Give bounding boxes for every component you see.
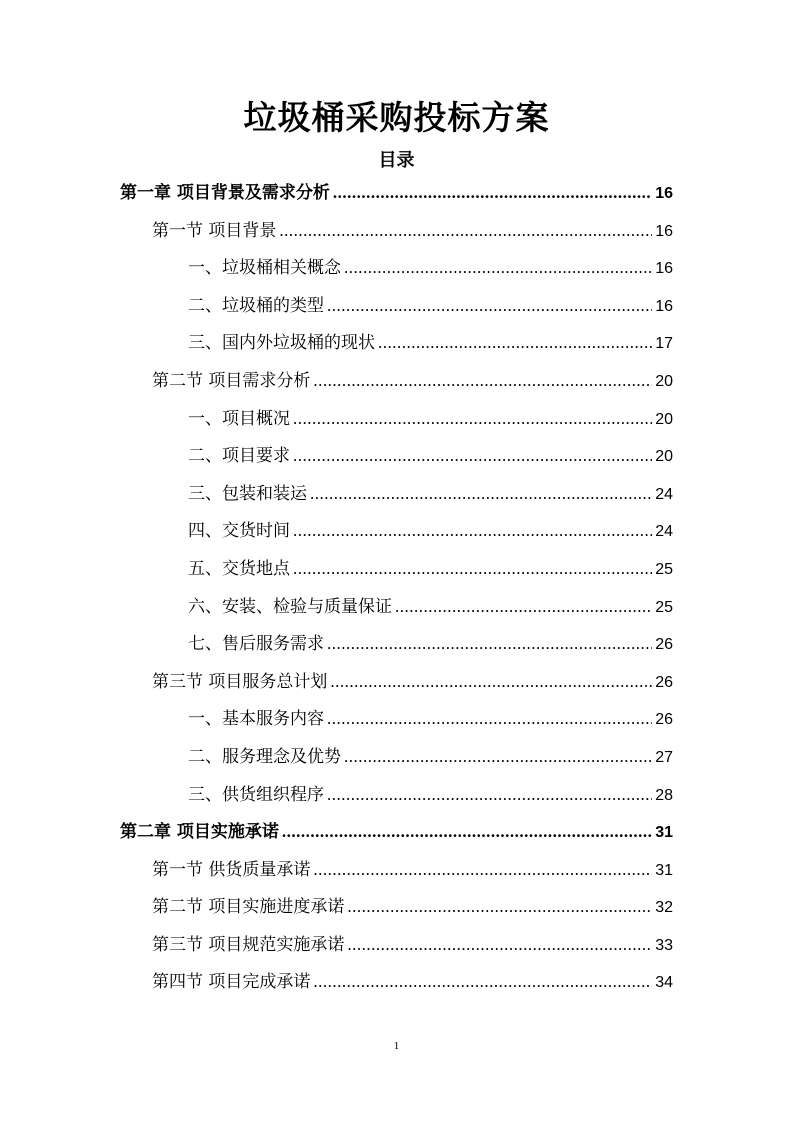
toc-entry-page: 34 [655,974,673,992]
toc-entry-item[interactable] [120,592,673,630]
toc-entry-label: 第二节 项目实施进度承诺 [152,897,345,918]
toc-entry-label: 一、基本服务内容 [188,709,324,730]
toc-entry-label: 二、垃圾桶的类型 [188,295,324,316]
toc-entry-label: 三、包装和装运 [188,483,307,504]
toc-leader-dots [327,296,652,316]
toc-entry-item[interactable] [120,742,673,780]
toc-entry-label: 二、项目要求 [188,446,290,467]
toc-entry-page: 25 [655,560,673,578]
toc-entry-section[interactable] [120,216,673,254]
toc-entry-label: 第一章 项目背景及需求分析 [120,183,330,203]
toc-leader-dots [347,935,652,955]
toc-entry-label: 六、安装、检验与质量保证 [188,596,392,617]
toc-entry-item[interactable] [120,516,673,554]
toc-entry-page: 26 [655,711,673,729]
toc-entry-item[interactable] [120,479,673,517]
table-of-contents [120,178,673,1005]
toc-entry-page: 32 [655,899,673,917]
toc-entry-page: 20 [655,448,673,466]
toc-entry-label: 七、售后服务需求 [188,634,324,655]
toc-entry-section[interactable] [120,892,673,930]
page-number: 1 [393,1040,400,1052]
toc-entry-section[interactable] [120,930,673,968]
toc-entry-page: 33 [655,936,673,954]
toc-leader-dots [333,183,652,203]
toc-entry-page: 24 [655,485,673,503]
toc-leader-dots [279,221,652,241]
toc-entry-chapter-2[interactable] [120,817,673,855]
toc-entry-page: 26 [655,636,673,654]
toc-entry-page: 24 [655,523,673,541]
toc-entry-label: 三、供货组织程序 [188,784,324,805]
toc-leader-dots [313,972,652,992]
toc-leader-dots [347,897,652,917]
toc-entry-item[interactable] [120,404,673,442]
toc-entry-item[interactable] [120,291,673,329]
document-title: 垃圾桶采购投标方案 [243,98,550,137]
toc-entry-label: 五、交货地点 [188,558,290,579]
toc-leader-dots [327,785,652,805]
toc-entry-chapter-1[interactable] [120,178,673,216]
toc-entry-section[interactable] [120,855,673,893]
toc-entry-label: 一、垃圾桶相关概念 [188,258,341,279]
toc-entry-label: 第一节 项目背景 [152,220,277,241]
toc-entry-label: 第三节 项目服务总计划 [152,671,328,692]
toc-leader-dots [330,672,652,692]
toc-entry-label: 第二节 项目需求分析 [152,370,311,391]
toc-heading: 目录 [378,150,415,171]
toc-entry-label: 一、项目概况 [188,408,290,429]
toc-leader-dots [293,446,652,466]
toc-entry-item[interactable] [120,253,673,291]
toc-entry-item[interactable] [120,629,673,667]
toc-entry-page: 31 [655,861,673,879]
toc-entry-page: 28 [655,786,673,804]
toc-leader-dots [282,822,652,842]
toc-leader-dots [293,409,652,429]
toc-entry-page: 20 [655,372,673,390]
toc-leader-dots [313,860,652,880]
toc-leader-dots [310,484,652,504]
toc-entry-section[interactable] [120,366,673,404]
toc-entry-section[interactable] [120,667,673,705]
toc-leader-dots [395,597,652,617]
toc-entry-label: 第二章 项目实施承诺 [120,822,279,843]
toc-entry-page: 27 [655,748,673,766]
toc-entry-item[interactable] [120,704,673,742]
toc-leader-dots [293,559,652,579]
toc-entry-page: 16 [655,222,673,240]
toc-leader-dots [327,634,652,654]
toc-entry-page: 17 [655,335,673,353]
toc-entry-item[interactable] [120,780,673,818]
toc-leader-dots [344,258,652,278]
toc-entry-page: 25 [655,598,673,616]
toc-entry-label: 二、服务理念及优势 [188,746,341,767]
toc-entry-item[interactable] [120,554,673,592]
toc-entry-label: 三、国内外垃圾桶的现状 [188,333,375,354]
toc-entry-label: 第一节 供货质量承诺 [152,859,311,880]
toc-leader-dots [378,333,652,353]
toc-entry-item[interactable] [120,441,673,479]
toc-entry-page: 16 [655,185,673,202]
toc-entry-page: 20 [655,410,673,428]
toc-leader-dots [313,371,652,391]
toc-leader-dots [293,521,652,541]
toc-leader-dots [327,709,652,729]
toc-entry-label: 第三节 项目规范实施承诺 [152,934,345,955]
toc-entry-page: 16 [655,260,673,278]
toc-entry-section[interactable] [120,967,673,1005]
toc-entry-label: 四、交货时间 [188,521,290,542]
toc-entry-item[interactable] [120,328,673,366]
toc-entry-page: 16 [655,297,673,315]
toc-entry-page: 26 [655,673,673,691]
toc-leader-dots [344,747,652,767]
toc-entry-label: 第四节 项目完成承诺 [152,972,311,993]
toc-entry-page: 31 [655,824,673,842]
